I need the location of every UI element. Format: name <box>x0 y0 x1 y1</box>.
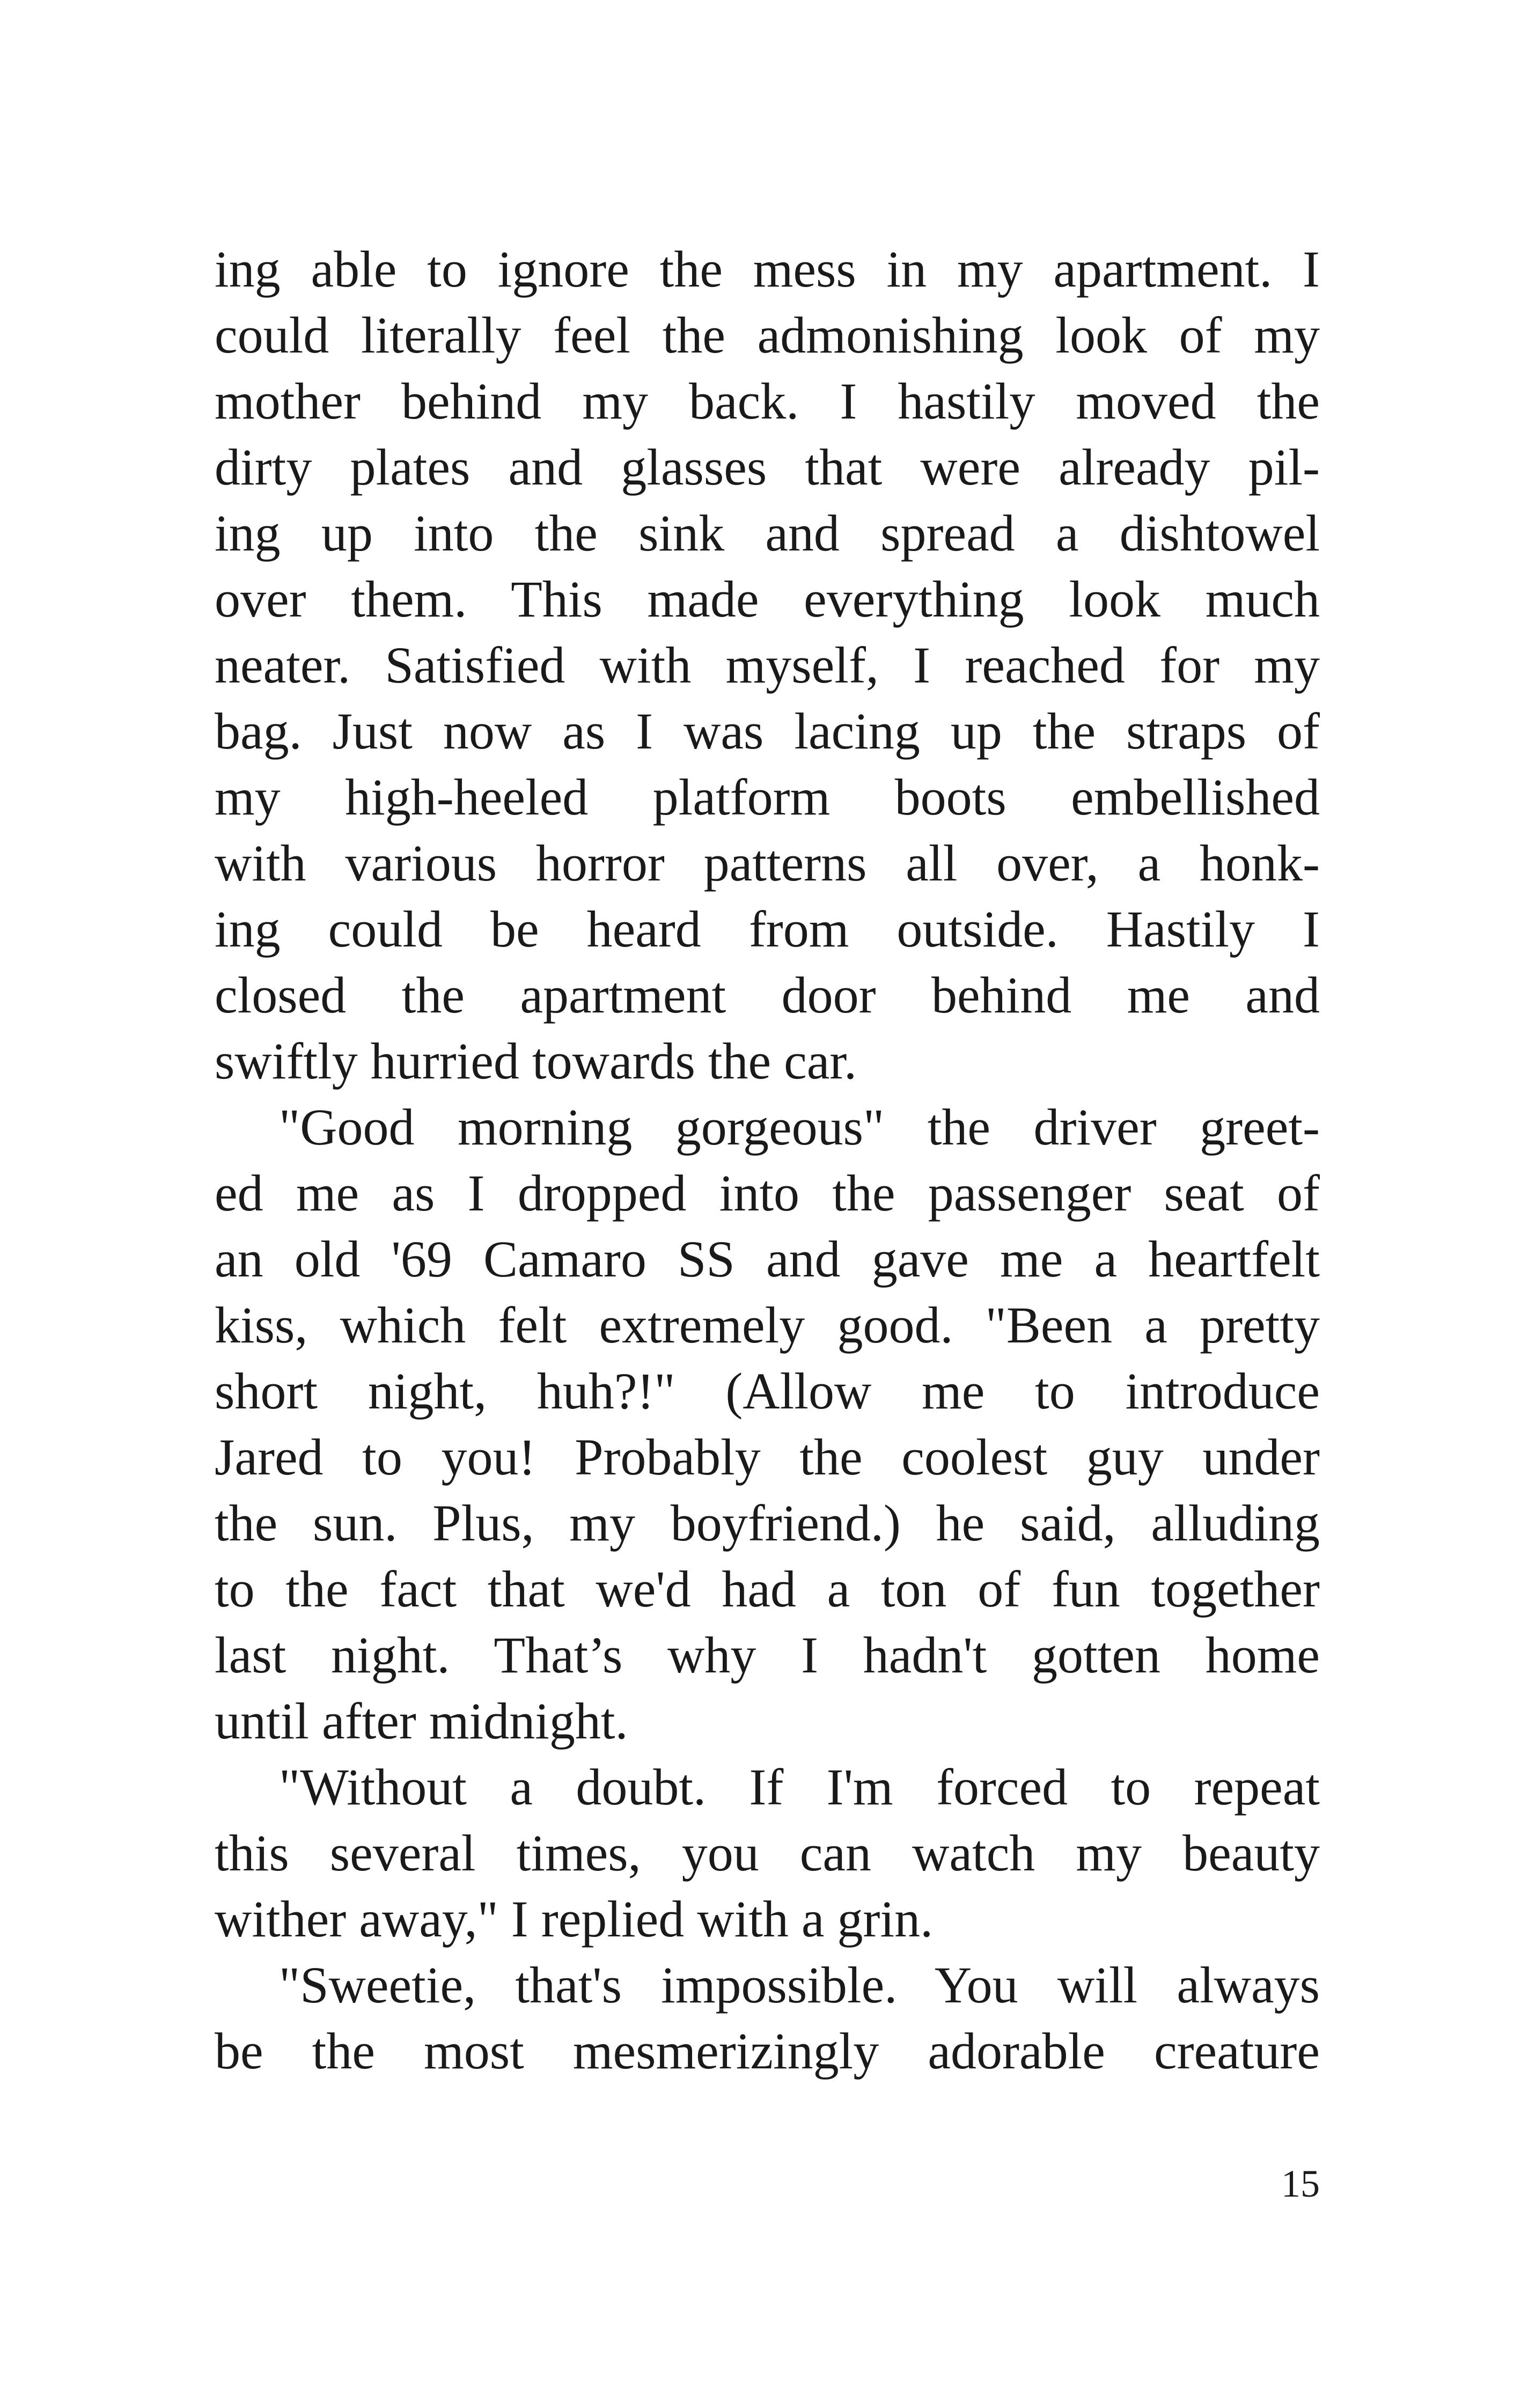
text-line: the sun. Plus, my boyfriend.) he said, alluding <box>215 1494 1320 1552</box>
text-line: dirty plates and glasses that were already pil- <box>215 438 1320 496</box>
text-line: kiss, which felt extremely good. "Been a pretty <box>215 1296 1320 1354</box>
text-line: ing could be heard from outside. Hastily I <box>215 900 1320 958</box>
text-line: "Without a doubt. If I'm forced to repeat <box>279 1758 1320 1816</box>
text-line: closed the apartment door behind me and <box>215 966 1320 1024</box>
text-line: ing up into the sink and spread a dishtowel <box>215 504 1320 562</box>
text-line: this several times, you can watch my beauty <box>215 1824 1320 1882</box>
text-line: last night. That’s why I hadn't gotten home <box>215 1626 1320 1684</box>
page-number: 15 <box>1281 2162 1320 2205</box>
text-line: neater. Satisfied with myself, I reached for my <box>215 636 1320 694</box>
text-line: over them. This made everything look much <box>215 570 1320 628</box>
text-line: to the fact that we'd had a ton of fun together <box>215 1560 1320 1618</box>
text-line: ed me as I dropped into the passenger seat of <box>215 1164 1320 1222</box>
text-line: an old '69 Camaro SS and gave me a heartfelt <box>215 1230 1320 1288</box>
text-line: be the most mesmerizingly adorable creature <box>215 2022 1320 2080</box>
text-line: "Sweetie, that's impossible. You will always <box>279 1956 1320 2014</box>
text-line: bag. Just now as I was lacing up the straps of <box>215 702 1320 760</box>
text-line: short night, huh?!" (Allow me to introduce <box>215 1362 1320 1420</box>
text-line: Jared to you! Probably the coolest guy under <box>215 1428 1320 1486</box>
text-line: my high-heeled platform boots embellished <box>215 768 1320 826</box>
text-line: until after midnight. <box>215 1692 628 1750</box>
text-line: swiftly hurried towards the car. <box>215 1032 857 1090</box>
text-line: wither away," I replied with a grin. <box>215 1890 934 1948</box>
text-line: mother behind my back. I hastily moved the <box>215 372 1320 430</box>
text-line: could literally feel the admonishing look of my <box>215 306 1320 364</box>
body-text <box>215 236 1320 2084</box>
text-line: ing able to ignore the mess in my apartment. I <box>215 240 1320 298</box>
text-line: "Good morning gorgeous" the driver greet- <box>279 1098 1320 1156</box>
text-line: with various horror patterns all over, a honk- <box>215 834 1320 892</box>
